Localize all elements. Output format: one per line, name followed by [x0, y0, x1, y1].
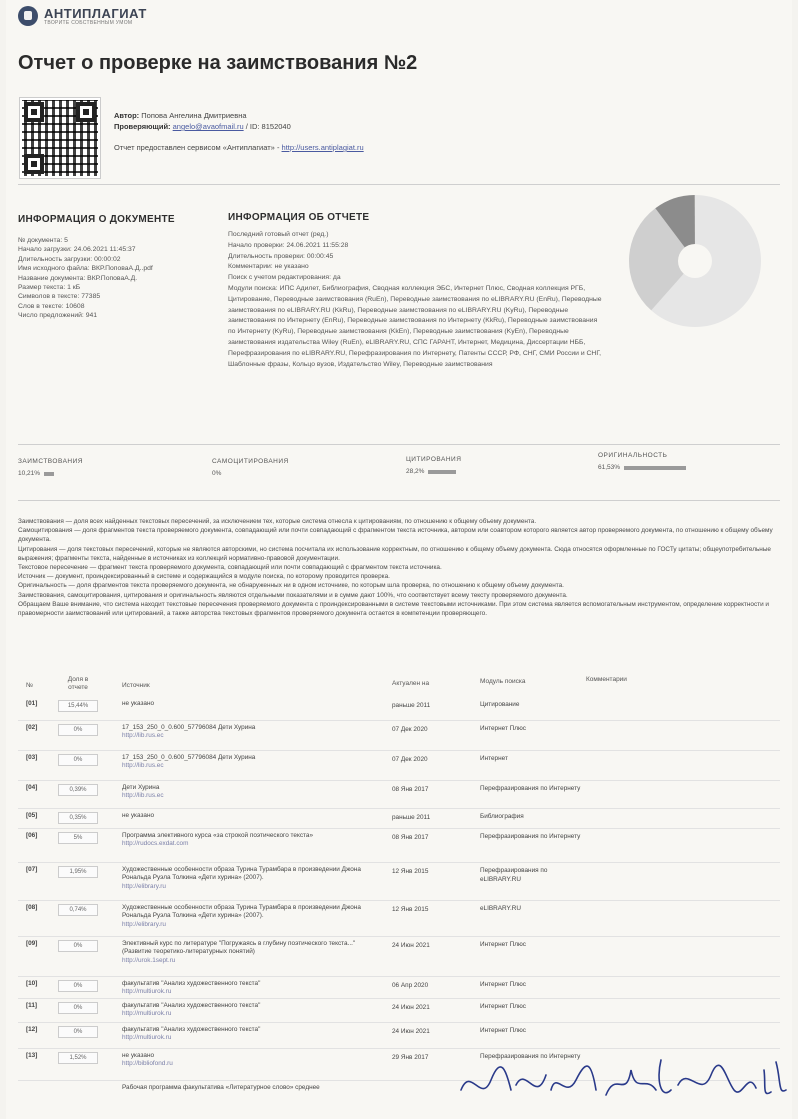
row-divider [18, 936, 780, 937]
report-page [6, 0, 792, 1119]
row-number: [07] [26, 866, 38, 873]
row-date: 07 Дек 2020 [392, 726, 428, 733]
report-info-line: Комментарии: не указано [228, 263, 309, 271]
page-title: Отчет о проверке на заимствования №2 [18, 52, 418, 74]
row-share: 5% [58, 832, 98, 844]
author-block [114, 110, 364, 153]
doc-info-line: Символов в тексте: 77385 [18, 293, 101, 301]
source-title: факультатив "Анализ художественного текста" [122, 980, 261, 987]
row-number: [12] [26, 1026, 38, 1033]
row-share: 15,44% [58, 700, 98, 712]
metric-value: 28,2% [406, 468, 425, 475]
row-source [122, 812, 384, 820]
row-divider [18, 998, 780, 999]
row-number: [11] [26, 1002, 38, 1009]
metrics-row [6, 452, 792, 492]
source-title: Художественные особенности образа Турина Турамбара в произведении Джона Рональда Руэла Толкина «Дети хурина» (2007). [122, 904, 361, 920]
row-source [122, 1084, 384, 1092]
metric-bar [44, 472, 54, 476]
definition-item: Оригинальность — доля фрагментов текста проверяемого документа, не обнаруженных ни в одном источнике, по которым шла проверка, по отношению к общему объему документа. [18, 582, 564, 590]
metric-value: 61,53% [598, 464, 621, 471]
row-number: [04] [26, 784, 38, 791]
definition-item: Заимствования — доля всех найденных текстовых пересечений, за исключением тех, которые система отнесла к цитированиям, по отношению к общему объему документа. [18, 518, 537, 525]
row-share: 0% [58, 1026, 98, 1038]
divider [18, 184, 780, 185]
row-source [122, 1026, 384, 1043]
source-url-link[interactable]: http://elibrary.ru [122, 920, 166, 928]
row-module: Интернет Плюс [480, 981, 526, 988]
row-number: [02] [26, 724, 38, 731]
metric-bar [428, 470, 456, 474]
row-share: 0% [58, 940, 98, 952]
checker-label: Проверяющий: [114, 122, 171, 131]
row-module: Цитирование [480, 701, 520, 708]
source-title: Элективный курс по литературе "Погружаясь в глубину поэтического текста..." (Развитие теоретико-литературных понятий) [122, 940, 356, 956]
source-title: факультатив "Анализ художественного текста" [122, 1026, 261, 1033]
row-number: [06] [26, 832, 38, 839]
row-share: 1,52% [58, 1052, 98, 1064]
row-share: 0,39% [58, 784, 98, 796]
definitions-legend [18, 517, 778, 618]
definition-item: Цитирования — доля текстовых пересечений, которые не являются авторскими, но система посчитала их использование корректным, по отношению к общему объему документа. Сюда относятся оформленные по ГОСТу цитаты; общеупотребительные выражения; фрагменты текста, найденные в источниках из коллекций нормативно-правовой документации. [18, 545, 771, 562]
row-number: [09] [26, 940, 38, 947]
metric-value: 10,21% [18, 470, 41, 477]
row-module: Интернет Плюс [480, 941, 526, 948]
row-source [122, 980, 384, 997]
header-source: Источник [122, 682, 150, 689]
metric-value: 0% [212, 470, 222, 477]
row-module: Библиография [480, 813, 524, 820]
metric-label: ОРИГИНАЛЬНОСТЬ [598, 452, 668, 459]
row-source [122, 940, 384, 965]
source-title: не указано [122, 1052, 155, 1059]
row-source [122, 1002, 384, 1019]
metric-label: ЦИТИРОВАНИЯ [406, 456, 462, 463]
definition-item: Обращаем Ваше внимание, что система находит текстовые пересечения проверяемого документа с проиндексированными в системе текстовыми источниками. При этом система является вспомогательным инструментом, определение корректности и правомерности заимствований или цитирований, а также авторства текстовых фрагментов проверяемого документа остается в компетенции проверяющего. [18, 600, 769, 618]
doc-info-line: Начало загрузки: 24.06.2021 11:45:37 [18, 246, 136, 254]
row-share: 1,95% [58, 866, 98, 878]
row-date: 24 Июн 2021 [392, 1028, 430, 1035]
metric-citation [406, 456, 461, 475]
row-source [122, 904, 384, 929]
divider [18, 500, 780, 501]
source-url-link[interactable]: http://urok.1sept.ru [122, 956, 176, 964]
row-module: eLIBRARY.RU [480, 905, 521, 912]
source-url-link[interactable]: http://elibrary.ru [122, 882, 166, 890]
row-divider [18, 828, 780, 829]
antiplagiat-logo-icon [18, 6, 38, 26]
row-module: Перефразирования по Интернету [480, 1053, 581, 1060]
source-title: Программа элективного курса «за строкой поэтического текста» [122, 832, 313, 839]
source-title: 17_153_250_0_0.600_57796084 Дети Хурина [122, 754, 256, 761]
row-module: Интернет Плюс [480, 725, 526, 732]
row-share: 0,35% [58, 812, 98, 824]
metric-label: САМОЦИТИРОВАНИЯ [212, 458, 289, 465]
row-share: 0% [58, 724, 98, 736]
report-info-list [228, 230, 604, 370]
row-module: Перефразирования по eLIBRARY.RU [480, 867, 548, 883]
source-url-link[interactable]: http://multiurok.ru [122, 1010, 172, 1018]
doc-info-line: Слов в тексте: 10608 [18, 302, 85, 310]
search-modules: Модули поиска: ИПС Адилет, Библиография, Сводная коллекция ЭБС, Интернет Плюс, Сводная коллекция РГБ, Цитирование, Переводные заимствования (RuEn), Переводные заимствования по eLIBRARY.RU (EnRu), Переводные заимствования по eLIBRARY.RU (KkRu), Переводные заимствования по eLIBRARY.RU (KyRu), Переводные заимствования по Интернету (EnRu), Переводные заимствования по Интернету (KkRu), Переводные заимствования по Интернету (KyRu), Переводные заимствования (KkEn), Переводные заимствования (KyEn), Переводные заимствования издательства Wiley (RuEn), eLIBRARY.RU, СПС ГАРАНТ, Интернет, Медицина, Диссертации НББ, Перефразирования по eLIBRARY.RU, Перефразирования по Интернету, Патенты СССР, РФ, СНГ, СМИ России и СНГ, Шаблонные фразы, Кольцо вузов, Издательство Wiley, Переводные заимствования [228, 284, 602, 368]
row-source [122, 784, 384, 801]
qr-finder-icon [24, 102, 44, 122]
author-value: Попова Ангелина Дмитриевна [141, 111, 247, 120]
source-title: Рабочая программа факультатива «Литературное слово» среднее [122, 1084, 320, 1091]
metric-bar [624, 466, 686, 470]
doc-info-line: Число предложений: 941 [18, 312, 98, 320]
row-divider [18, 1048, 780, 1049]
source-url-link[interactable]: http://bibliofond.ru [122, 1060, 173, 1068]
source-title: факультатив "Анализ художественного текста" [122, 1002, 261, 1009]
header-comment: Комментарии [586, 676, 627, 683]
source-title: Художественные особенности образа Турина Турамбара в произведении Джона Рональда Руэла Толкина «Дети хурина» (2007). [122, 866, 361, 882]
row-date: 24 Июн 2021 [392, 942, 430, 949]
row-date: 07 Дек 2020 [392, 756, 428, 763]
source-title: не указано [122, 700, 155, 707]
brand-subtitle: ТВОРИТЕ СОБСТВЕННЫМ УМОМ [44, 19, 133, 26]
metric-borrowing [18, 458, 83, 477]
header-num: № [26, 682, 33, 689]
source-url-link[interactable]: http://multiurok.ru [122, 1034, 172, 1042]
report-info-line: Длительность проверки: 00:00:45 [228, 252, 334, 260]
row-number: [13] [26, 1052, 38, 1059]
checker-email-link[interactable]: angelo@avaofmail.ru [172, 122, 244, 131]
checker-id: / ID: 8152040 [243, 122, 291, 131]
pie-hole [678, 244, 712, 278]
metric-self-citation [212, 458, 289, 477]
doc-info-line: № документа: 5 [18, 237, 68, 244]
doc-info-list [18, 236, 218, 321]
header-module: Модуль поиска [480, 678, 526, 685]
row-number: [01] [26, 700, 38, 707]
definition-item: Текстовое пересечение — фрагмент текста проверяемого документа, совпадающий или почти совпадающий с фрагментом текста источника. [18, 564, 442, 572]
report-info-line: Поиск с учетом редактирования: да [228, 274, 341, 282]
report-info-line: Начало проверки: 24.06.2021 11:55:28 [228, 241, 349, 249]
doc-info-line: Название документа: ВКР.ПоповаА.Д. [18, 274, 138, 282]
qr-finder-icon [76, 102, 96, 122]
source-url-link[interactable]: http://multiurok.ru [122, 988, 172, 996]
row-date: 06 Апр 2020 [392, 982, 429, 989]
metric-originality [598, 452, 686, 471]
source-url-link[interactable]: http://lib.rus.ec [122, 732, 164, 740]
row-date: 08 Янв 2017 [392, 834, 429, 841]
metric-label: ЗАИМСТВОВАНИЯ [18, 458, 83, 465]
row-divider [18, 1022, 780, 1023]
doc-info-line: Имя исходного файла: ВКР.ПоповаА.Д..pdf [18, 265, 153, 273]
row-module: Перефразирования по Интернету [480, 833, 581, 840]
row-date: 24 Июн 2021 [392, 1004, 430, 1011]
doc-info-title: ИНФОРМАЦИЯ О ДОКУМЕНТЕ [18, 214, 175, 225]
service-text: Отчет предоставлен сервисом «Антиплагиат» - [114, 143, 282, 152]
row-date: 12 Янв 2015 [392, 868, 429, 875]
report-info-line: Последний готовый отчет (ред.) [228, 231, 329, 238]
row-divider [18, 862, 780, 863]
service-link[interactable]: http://users.antiplagiat.ru [281, 143, 364, 152]
results-pie-chart [620, 186, 770, 336]
definition-item: Самоцитирования — доля фрагментов текста проверяемого документа, совпадающий или почти совпадающий с фрагментом текста источника, автором или соавтором которого является автор проверяемого документа, по отношению к общему объему документа. [18, 527, 773, 544]
row-date: 12 Янв 2015 [392, 906, 429, 913]
source-title: 17_153_250_0_0.600_57796084 Дети Хурина [122, 724, 256, 731]
row-source [122, 1052, 384, 1069]
row-date: раньше 2011 [392, 814, 431, 821]
row-source [122, 866, 384, 891]
row-date: 08 Янв 2017 [392, 786, 429, 793]
row-share: 0% [58, 1002, 98, 1014]
handwritten-signature [456, 1050, 796, 1110]
divider [18, 444, 780, 445]
row-number: [05] [26, 812, 38, 819]
brand [18, 6, 147, 26]
row-share: 0% [58, 980, 98, 992]
header-share: Доля в отчете [67, 676, 89, 691]
row-module: Интернет [480, 755, 508, 762]
doc-info-line: Длительность загрузки: 00:00:02 [18, 255, 121, 263]
source-url-link[interactable]: http://lib.rus.ec [122, 762, 164, 770]
row-source [122, 724, 384, 741]
row-share: 0,74% [58, 904, 98, 916]
definition-item: Заимствования, самоцитирования, цитирования и оригинальность являются отдельными показателями и в сумме дают 100%, что соответствует всему тексту проверяемого документа. [18, 591, 568, 599]
row-share: 0% [58, 754, 98, 766]
author-label: Автор: [114, 111, 140, 120]
source-url-link[interactable]: http://lib.rus.ec [122, 792, 164, 800]
row-divider [18, 900, 780, 901]
row-source [122, 832, 384, 849]
row-module: Перефразирования по Интернету [480, 785, 581, 792]
row-source [122, 700, 384, 708]
source-title: не указано [122, 812, 155, 819]
definition-item: Источник — документ, проиндексированный в системе и содержащийся в модуле поиска, по которому проводится проверка. [18, 573, 390, 581]
doc-info-line: Размер текста: 1 кБ [18, 284, 81, 292]
report-info-title: ИНФОРМАЦИЯ ОБ ОТЧЕТЕ [228, 212, 370, 223]
row-divider [18, 780, 780, 781]
row-number: [03] [26, 754, 38, 761]
row-module: Интернет Плюс [480, 1027, 526, 1034]
row-source [122, 754, 384, 771]
row-divider [18, 720, 780, 721]
brand-name: АНТИПЛАГИАТ [44, 5, 147, 21]
source-url-link[interactable]: http://rudocs.exdat.com [122, 840, 189, 848]
row-date: 29 Янв 2017 [392, 1054, 429, 1061]
qr-finder-icon [24, 154, 44, 174]
row-number: [08] [26, 904, 38, 911]
header-date: Актуален на [392, 680, 430, 687]
qr-code [20, 98, 100, 178]
row-number: [10] [26, 980, 38, 987]
source-title: Дети Хурина [122, 784, 160, 791]
row-divider [18, 976, 780, 977]
row-module: Интернет Плюс [480, 1003, 526, 1010]
row-divider [18, 750, 780, 751]
row-date: раньше 2011 [392, 702, 431, 709]
row-divider [18, 808, 780, 809]
